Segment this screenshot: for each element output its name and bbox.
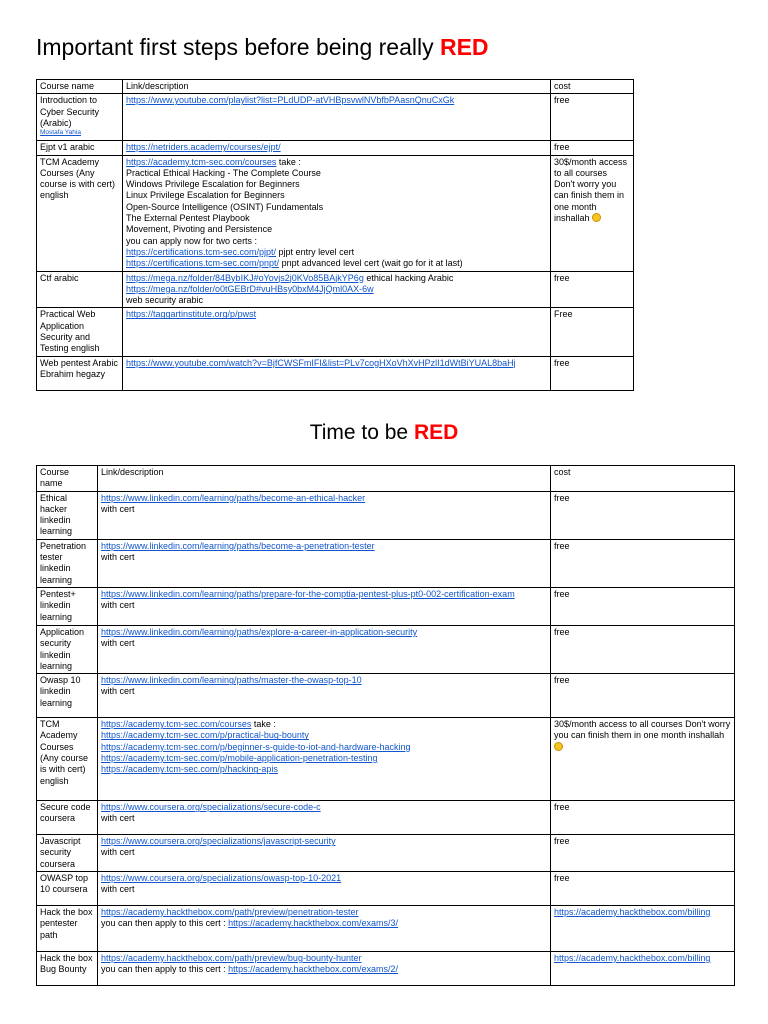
table-row <box>37 587 735 625</box>
course-name-cell <box>37 718 98 801</box>
description-line <box>101 675 547 686</box>
description-text: Open-Source Intelligence (OSINT) Fundamentals <box>126 201 324 212</box>
billing-link[interactable]: https://academy.hackthebox.com/billing <box>554 953 711 964</box>
table-header-row <box>37 466 735 492</box>
link-description-cell <box>123 155 551 271</box>
course-name: Penetration tester linkedin learning <box>40 540 87 585</box>
cost-cell <box>551 271 634 308</box>
link-description-cell <box>98 625 551 673</box>
table-row <box>37 872 735 906</box>
course-name-cell <box>37 356 123 390</box>
course-author-link[interactable]: Mostafa Yahia <box>40 129 81 137</box>
course-name-cell <box>37 308 123 356</box>
link-description-cell <box>98 587 551 625</box>
course-link[interactable]: https://mega.nz/folder/84BybIKJ#oYovjs2j0KVo85BAjkYP6g <box>126 272 364 283</box>
course-name: TCM Academy Courses (Any course is with cert) english <box>40 719 89 786</box>
description-line <box>101 964 547 975</box>
cost-value: free <box>554 626 570 637</box>
cost-cell <box>551 625 735 673</box>
description-line <box>101 884 547 895</box>
course-name: Ctf arabic <box>40 272 79 283</box>
description-line <box>101 802 547 813</box>
description-text: with cert <box>101 503 135 514</box>
table-row <box>37 491 735 539</box>
description-line <box>101 847 547 858</box>
course-name-cell <box>37 674 98 718</box>
table-row <box>37 141 634 155</box>
course-link[interactable]: https://taggartinstitute.org/p/pwst <box>126 309 257 320</box>
course-link[interactable]: https://www.youtube.com/playlist?list=PLdUDP-atVHBpsvwlNVbfbPAasnQnuCxGk <box>126 95 455 106</box>
table-row <box>37 271 634 308</box>
description-line <box>101 493 547 504</box>
course-name-cell <box>37 491 98 539</box>
cost-value: free <box>554 836 570 847</box>
column-header: cost <box>551 466 735 492</box>
course-name: TCM Academy Courses (Any course is with cert) english <box>40 156 116 201</box>
course-name-cell <box>37 587 98 625</box>
description-line <box>101 552 547 563</box>
description-line <box>101 638 547 649</box>
description-text: Practical Ethical Hacking - The Complete Course <box>126 167 321 178</box>
course-link[interactable]: https://certifications.tcm-sec.com/pjpt/ <box>126 246 277 257</box>
course-name: Pentest+ linkedin learning <box>40 588 76 622</box>
course-name: OWASP top 10 coursera <box>40 873 89 895</box>
description-line <box>101 873 547 884</box>
description-text: web security arabic <box>126 295 204 306</box>
description-prefix: you can then apply to this cert : <box>101 964 229 975</box>
description-line <box>126 179 547 190</box>
course-name-cell <box>37 872 98 906</box>
link-description-cell <box>98 718 551 801</box>
column-header: Link/description <box>98 466 551 492</box>
link-description-cell <box>98 906 551 952</box>
section1-title-red: RED <box>439 34 489 60</box>
description-line <box>101 589 547 600</box>
description-text: with cert <box>101 847 135 858</box>
cost-value: 30$/month access to all courses Don't worry you can finish them in one month inshallah <box>554 719 731 741</box>
course-name-cell <box>37 625 98 673</box>
table-row <box>37 906 735 952</box>
cost-cell <box>551 94 634 141</box>
description-prefix: you can then apply to this cert : <box>101 918 229 929</box>
description-text: pjpt entry level cert <box>276 246 355 257</box>
course-link[interactable]: https://academy.tcm-sec.com/courses <box>126 156 277 167</box>
description-text: pnpt advanced level cert (wait go for it at last) <box>279 258 463 269</box>
description-line <box>101 742 547 753</box>
course-link[interactable]: https://www.linkedin.com/learning/paths/become-an-ethical-hacker <box>101 492 366 503</box>
cost-value: Free <box>554 309 573 320</box>
description-line <box>101 504 547 515</box>
cost-cell <box>551 587 735 625</box>
course-link[interactable]: https://www.linkedin.com/learning/paths/explore-a-career-in-application-security <box>101 626 418 637</box>
link-description-cell <box>98 835 551 872</box>
table-row <box>37 801 735 835</box>
course-name: Javascript security coursera <box>40 836 81 869</box>
cost-cell <box>551 141 634 155</box>
cost-value: free <box>554 272 570 283</box>
course-link[interactable]: https://academy.tcm-sec.com/p/hacking-apis <box>101 764 278 775</box>
description-line <box>126 190 547 201</box>
link-description-cell <box>98 539 551 587</box>
course-name-cell <box>37 539 98 587</box>
column-header: cost <box>551 80 634 94</box>
course-name-cell <box>37 141 123 155</box>
description-line <box>126 157 547 168</box>
link-description-cell <box>123 141 551 155</box>
link-description-cell <box>123 271 551 308</box>
table-row <box>37 308 634 356</box>
cost-cell <box>551 308 634 356</box>
description-line <box>126 213 547 224</box>
course-name: Ejpt v1 arabic <box>40 142 95 153</box>
cost-value: free <box>554 492 570 503</box>
description-line <box>101 764 547 775</box>
billing-link[interactable]: https://academy.hackthebox.com/billing <box>554 907 711 918</box>
cost-value: free <box>554 95 570 106</box>
smiley-icon <box>554 742 563 751</box>
red-courses-table <box>36 465 735 986</box>
course-link[interactable]: https://academy.tcm-sec.com/p/practical-bug-bounty <box>101 730 309 741</box>
description-line <box>126 309 547 320</box>
cost-value: free <box>554 802 570 813</box>
description-line <box>101 627 547 638</box>
course-name: Secure code coursera <box>40 802 91 824</box>
description-text: with cert <box>101 600 135 611</box>
course-name-cell <box>37 271 123 308</box>
course-link[interactable]: https://academy.tcm-sec.com/courses <box>101 719 252 730</box>
cost-cell <box>551 155 634 271</box>
cost-cell <box>551 674 735 718</box>
cost-cell <box>551 356 634 390</box>
description-text: with cert <box>101 638 135 649</box>
cost-value: free <box>554 142 570 153</box>
table-row <box>37 625 735 673</box>
description-line <box>126 258 547 269</box>
description-line <box>126 236 547 247</box>
table-row <box>37 356 634 390</box>
description-text: with cert <box>101 813 135 824</box>
description-line <box>126 142 547 153</box>
table-row <box>37 835 735 872</box>
course-name-cell <box>37 835 98 872</box>
cost-cell <box>551 801 735 835</box>
course-link[interactable]: https://certifications.tcm-sec.com/pnpt/ <box>126 258 280 269</box>
description-text: take : <box>276 156 301 167</box>
link-description-cell <box>98 674 551 718</box>
course-link[interactable]: https://www.linkedin.com/learning/paths/master-the-owasp-top-10 <box>101 675 362 686</box>
smiley-icon <box>592 213 601 222</box>
course-link[interactable]: https://academy.tcm-sec.com/p/mobile-application-penetration-testing <box>101 753 378 764</box>
course-link[interactable]: https://www.linkedin.com/learning/paths/prepare-for-the-comptia-pentest-plus-pt0-002-certification-exam <box>101 588 515 599</box>
description-text: ethical hacking Arabic <box>363 272 454 283</box>
column-header: Link/description <box>123 80 551 94</box>
course-link[interactable]: https://www.coursera.org/specializations/owasp-top-10-2021 <box>101 873 342 884</box>
course-link[interactable]: https://academy.hackthebox.com/path/preview/penetration-tester <box>101 907 359 918</box>
description-line <box>126 95 547 106</box>
cost-value: free <box>554 675 570 686</box>
course-name-cell <box>37 952 98 986</box>
course-link[interactable]: https://academy.hackthebox.com/exams/3/ <box>228 918 398 929</box>
course-link[interactable]: https://academy.tcm-sec.com/p/beginner-s-guide-to-iot-and-hardware-hacking <box>101 741 411 752</box>
description-line <box>126 168 547 179</box>
cost-cell <box>551 835 735 872</box>
link-description-cell <box>98 801 551 835</box>
description-line <box>101 907 547 918</box>
link-description-cell <box>123 356 551 390</box>
description-text: Linux Privilege Escalation for Beginners <box>126 190 285 201</box>
description-line <box>101 813 547 824</box>
course-link[interactable]: https://netriders.academy/courses/ejpt/ <box>126 142 281 153</box>
cost-cell <box>551 952 735 986</box>
course-name: Introduction to Cyber Security (Arabic) <box>40 95 100 128</box>
description-line <box>126 224 547 235</box>
course-link[interactable]: https://mega.nz/folder/o0tGEBrD#vuHBsy0bxM4JjQml0AX-6w <box>126 283 374 294</box>
description-text: The External Pentest Playbook <box>126 213 250 224</box>
description-text: with cert <box>101 552 135 563</box>
description-text: Windows Privilege Escalation for Beginners <box>126 179 300 190</box>
course-name: Ethical hacker linkedin learning <box>40 492 73 537</box>
description-line <box>126 273 547 284</box>
course-name: Hack the box pentester path <box>40 907 93 940</box>
description-text: with cert <box>101 686 135 697</box>
table-row <box>37 94 634 141</box>
description-line <box>101 719 547 730</box>
description-line <box>101 953 547 964</box>
description-text: you can apply now for two certs : <box>126 235 258 246</box>
description-line <box>101 600 547 611</box>
description-line <box>101 730 547 741</box>
description-line <box>101 918 547 929</box>
description-line <box>126 295 547 306</box>
beginner-courses-table <box>36 79 634 391</box>
description-line <box>101 686 547 697</box>
table-row <box>37 539 735 587</box>
description-line <box>126 284 547 295</box>
course-link[interactable]: https://academy.hackthebox.com/exams/2/ <box>228 964 398 975</box>
course-link[interactable]: https://www.linkedin.com/learning/paths/become-a-penetration-tester <box>101 540 375 551</box>
link-description-cell <box>123 308 551 356</box>
column-header: Course name <box>37 466 98 492</box>
course-name-cell <box>37 801 98 835</box>
table-row <box>37 674 735 718</box>
cost-value: free <box>554 588 570 599</box>
link-description-cell <box>98 872 551 906</box>
column-header: Course name <box>37 80 123 94</box>
cost-cell <box>551 718 735 801</box>
course-link[interactable]: https://www.coursera.org/specializations/javascript-security <box>101 836 336 847</box>
section2-title <box>0 416 768 450</box>
course-link[interactable]: https://academy.hackthebox.com/path/preview/bug-bounty-hunter <box>101 953 362 964</box>
course-link[interactable]: https://www.coursera.org/specializations/secure-code-c <box>101 802 321 813</box>
course-name: Application security linkedin learning <box>40 626 85 671</box>
course-name: Practical Web Application Security and Testing english <box>40 309 100 354</box>
description-line <box>101 836 547 847</box>
description-line <box>101 753 547 764</box>
cost-cell <box>551 872 735 906</box>
cost-value: free <box>554 540 570 551</box>
link-description-cell <box>98 491 551 539</box>
description-line <box>126 202 547 213</box>
table-row <box>37 952 735 986</box>
cost-value: free <box>554 873 570 884</box>
section1-title <box>36 30 736 64</box>
cost-value: 30$/month access to all courses Don't worry you can finish them in one month inshallah <box>554 156 628 224</box>
description-text: take : <box>251 719 276 730</box>
cost-cell <box>551 539 735 587</box>
description-line <box>101 541 547 552</box>
link-description-cell <box>123 94 551 141</box>
table-row <box>37 155 634 271</box>
description-line <box>126 358 547 369</box>
section2-title-text: Time to be <box>309 421 414 444</box>
cost-cell <box>551 906 735 952</box>
course-name: Hack the box Bug Bounty <box>40 953 93 975</box>
course-name-cell <box>37 94 123 141</box>
table-row <box>37 718 735 801</box>
course-name: Web pentest Arabic Ebrahim hegazy <box>40 357 118 379</box>
cost-cell <box>551 491 735 539</box>
description-text: with cert <box>101 884 135 895</box>
course-name-cell <box>37 155 123 271</box>
course-name-cell <box>37 906 98 952</box>
description-line <box>126 247 547 258</box>
table-header-row <box>37 80 634 94</box>
cost-value: free <box>554 357 570 368</box>
section2-title-red: RED <box>413 421 459 444</box>
course-link[interactable]: https://www.youtube.com/watch?v=BjfCWSFmIFI&list=PLv7cogHXoVhXvHPzlI1dWtBiYUAL8baHj <box>126 357 516 368</box>
link-description-cell <box>98 952 551 986</box>
section1-title-text: Important first steps before being really <box>36 34 440 60</box>
course-name: Owasp 10 linkedin learning <box>40 675 81 708</box>
description-text: Movement, Pivoting and Persistence <box>126 224 273 235</box>
